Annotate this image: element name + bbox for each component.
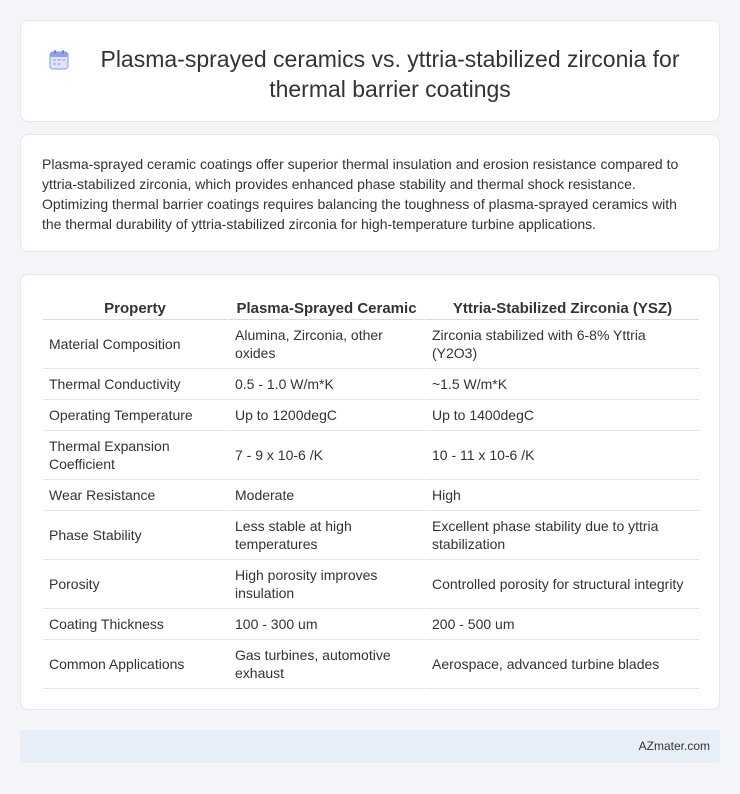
plasma-cell: Up to 1200degC bbox=[227, 400, 424, 431]
footer-bar bbox=[20, 730, 720, 763]
page-title: Plasma-sprayed ceramics vs. yttria-stabilized zirconia for thermal barrier coatings bbox=[100, 46, 680, 102]
footer-brand[interactable]: AZmater.com bbox=[638, 739, 710, 753]
ysz-cell: Excellent phase stability due to yttria stabilization bbox=[424, 511, 699, 560]
table-row bbox=[43, 609, 699, 640]
header-ysz: Yttria-Stabilized Zirconia (YSZ) bbox=[424, 296, 699, 320]
plasma-cell: Less stable at high temperatures bbox=[227, 511, 424, 560]
header-plasma-sprayed: Plasma-Sprayed Ceramic bbox=[227, 296, 424, 320]
property-cell: Thermal Conductivity bbox=[43, 369, 227, 400]
ysz-cell: High bbox=[424, 480, 699, 511]
plasma-cell: 7 - 9 x 10-6 /K bbox=[227, 431, 424, 480]
header-property: Property bbox=[43, 296, 227, 320]
ysz-cell: ~1.5 W/m*K bbox=[424, 369, 699, 400]
property-cell: Material Composition bbox=[43, 320, 227, 369]
property-cell: Operating Temperature bbox=[43, 400, 227, 431]
plasma-cell: Gas turbines, automotive exhaust bbox=[227, 640, 424, 689]
ysz-cell: Controlled porosity for structural integrity bbox=[424, 560, 699, 609]
summary-text: Plasma-sprayed ceramic coatings offer superior thermal insulation and erosion resistance compared to yttria-stabilized zirconia, which provides enhanced phase stability and thermal shock resistance. Optimizing thermal barrier coatings requires balancing the toughness of plasma-sprayed ceramics with the thermal durability of yttria-stabilized zirconia for high-temperature turbine applications. bbox=[42, 156, 679, 232]
property-cell: Thermal Expansion Coefficient bbox=[43, 431, 227, 480]
plasma-cell: 100 - 300 um bbox=[227, 609, 424, 640]
ysz-cell: Up to 1400degC bbox=[424, 400, 699, 431]
plasma-cell: 0.5 - 1.0 W/m*K bbox=[227, 369, 424, 400]
ysz-cell: 10 - 11 x 10-6 /K bbox=[424, 431, 699, 480]
table-row bbox=[43, 400, 699, 431]
ysz-cell: Zirconia stabilized with 6-8% Yttria (Y2O3) bbox=[424, 320, 699, 369]
table-row bbox=[43, 431, 699, 480]
property-cell: Common Applications bbox=[43, 640, 227, 689]
plasma-cell: High porosity improves insulation bbox=[227, 560, 424, 609]
property-cell: Coating Thickness bbox=[43, 609, 227, 640]
property-cell: Phase Stability bbox=[43, 511, 227, 560]
table-row bbox=[43, 320, 699, 369]
table-row bbox=[43, 511, 699, 560]
table-row bbox=[43, 369, 699, 400]
ysz-cell: 200 - 500 um bbox=[424, 609, 699, 640]
summary-card bbox=[20, 134, 720, 252]
comparison-table bbox=[43, 296, 699, 689]
comparison-card bbox=[20, 274, 720, 710]
plasma-cell: Moderate bbox=[227, 480, 424, 511]
title-card bbox=[20, 20, 720, 122]
table-row bbox=[43, 640, 699, 689]
table-row bbox=[43, 560, 699, 609]
table-header-row bbox=[43, 296, 699, 320]
table-row bbox=[43, 480, 699, 511]
property-cell: Porosity bbox=[43, 560, 227, 609]
property-cell: Wear Resistance bbox=[43, 480, 227, 511]
ysz-cell: Aerospace, advanced turbine blades bbox=[424, 640, 699, 689]
plasma-cell: Alumina, Zirconia, other oxides bbox=[227, 320, 424, 369]
